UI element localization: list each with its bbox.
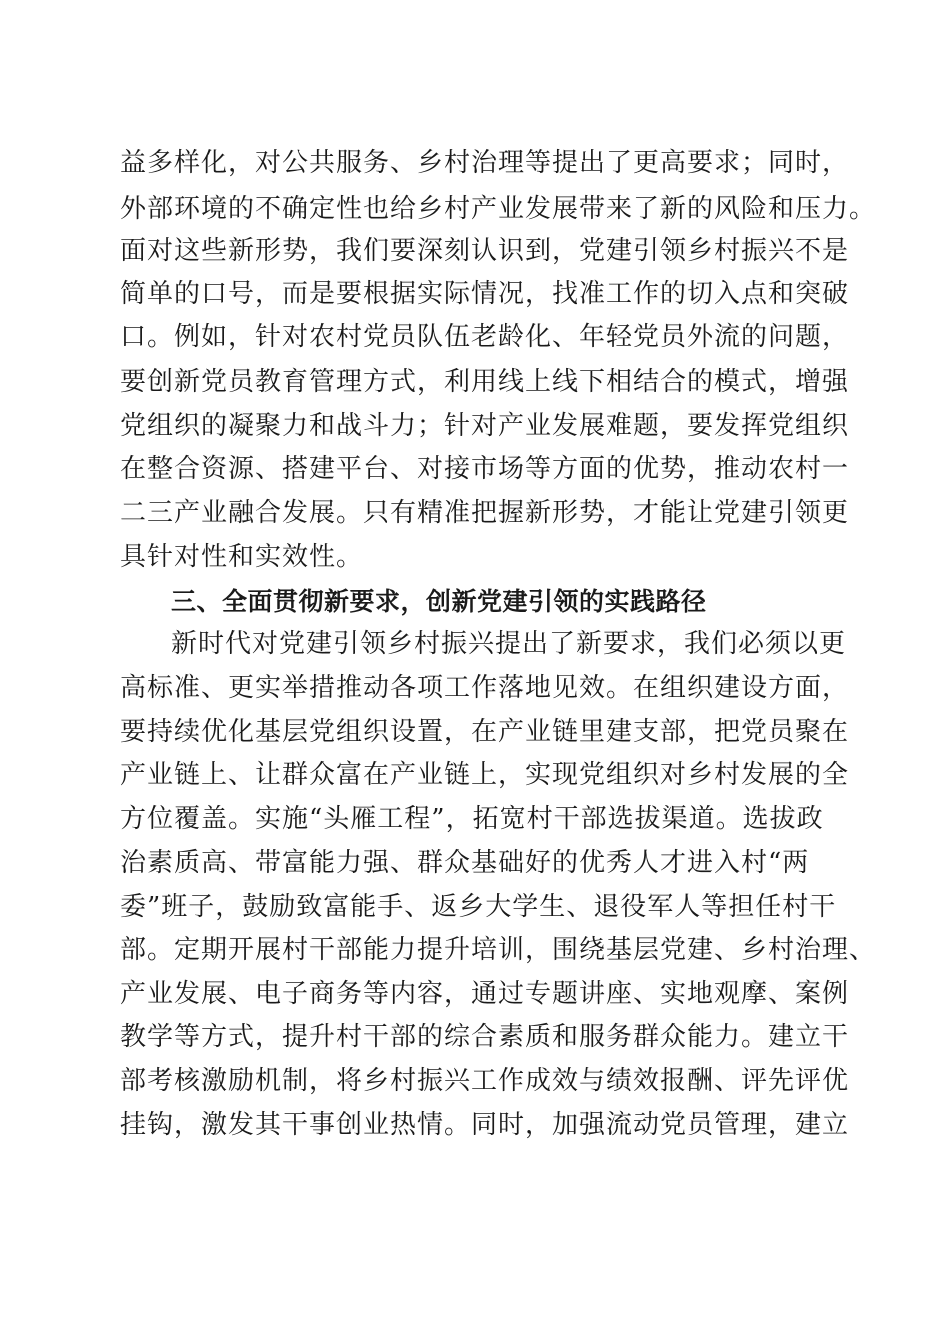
paragraph-line: 口。例如，针对农村党员队伍老龄化、年轻党员外流的问题， [120, 322, 850, 352]
paragraph-line: 产业发展、电子商务等内容，通过专题讲座、实地观摩、案例 [120, 979, 850, 1009]
section-heading: 三、全面贯彻新要求，创新党建引领的实践路径 [171, 587, 707, 616]
paragraph-line: 面对这些新形势，我们要深刻认识到，党建引领乡村振兴不是 [120, 236, 850, 266]
paragraph-line: 高标准、更实举措推动各项工作落地见效。在组织建设方面， [120, 673, 850, 703]
paragraph-line: 党组织的凝聚力和战斗力；针对产业发展难题，要发挥党组织 [120, 411, 850, 441]
paragraph-line: 益多样化，对公共服务、乡村治理等提出了更高要求；同时， [120, 148, 850, 178]
paragraph-line: 治素质高、带富能力强、群众基础好的优秀人才进入村“两 [120, 848, 810, 878]
paragraph-line: 挂钩，激发其干事创业热情。同时，加强流动党员管理，建立 [120, 1110, 850, 1140]
paragraph-line: 二三产业融合发展。只有精准把握新形势，才能让党建引领更 [120, 498, 850, 528]
paragraph-line: 简单的口号，而是要根据实际情况，找准工作的切入点和突破 [120, 279, 850, 309]
paragraph-line: 部。定期开展村干部能力提升培训，围绕基层党建、乡村治理、 [120, 935, 877, 965]
paragraph-line: 教学等方式，提升村干部的综合素质和服务群众能力。建立干 [120, 1022, 850, 1052]
paragraph-line: 部考核激励机制，将乡村振兴工作成效与绩效报酬、评先评优 [120, 1066, 850, 1096]
paragraph-line: 具针对性和实效性。 [120, 542, 364, 572]
paragraph-line: 在整合资源、搭建平台、对接市场等方面的优势，推动农村一 [120, 454, 850, 484]
paragraph-line: 要创新党员教育管理方式，利用线上线下相结合的模式，增强 [120, 367, 850, 397]
paragraph-line: 外部环境的不确定性也给乡村产业发展带来了新的风险和压力。 [120, 194, 877, 224]
paragraph-line: 委”班子，鼓励致富能手、返乡大学生、退役军人等担任村干 [120, 892, 837, 922]
paragraph-line: 方位覆盖。实施“头雁工程”，拓宽村干部选拔渠道。选拔政 [120, 804, 824, 834]
paragraph-line: 产业链上、让群众富在产业链上，实现党组织对乡村发展的全 [120, 760, 850, 790]
paragraph-line: 新时代对党建引领乡村振兴提出了新要求，我们必须以更 [171, 629, 847, 659]
paragraph-line: 要持续优化基层党组织设置，在产业链里建支部，把党员聚在 [120, 717, 850, 747]
